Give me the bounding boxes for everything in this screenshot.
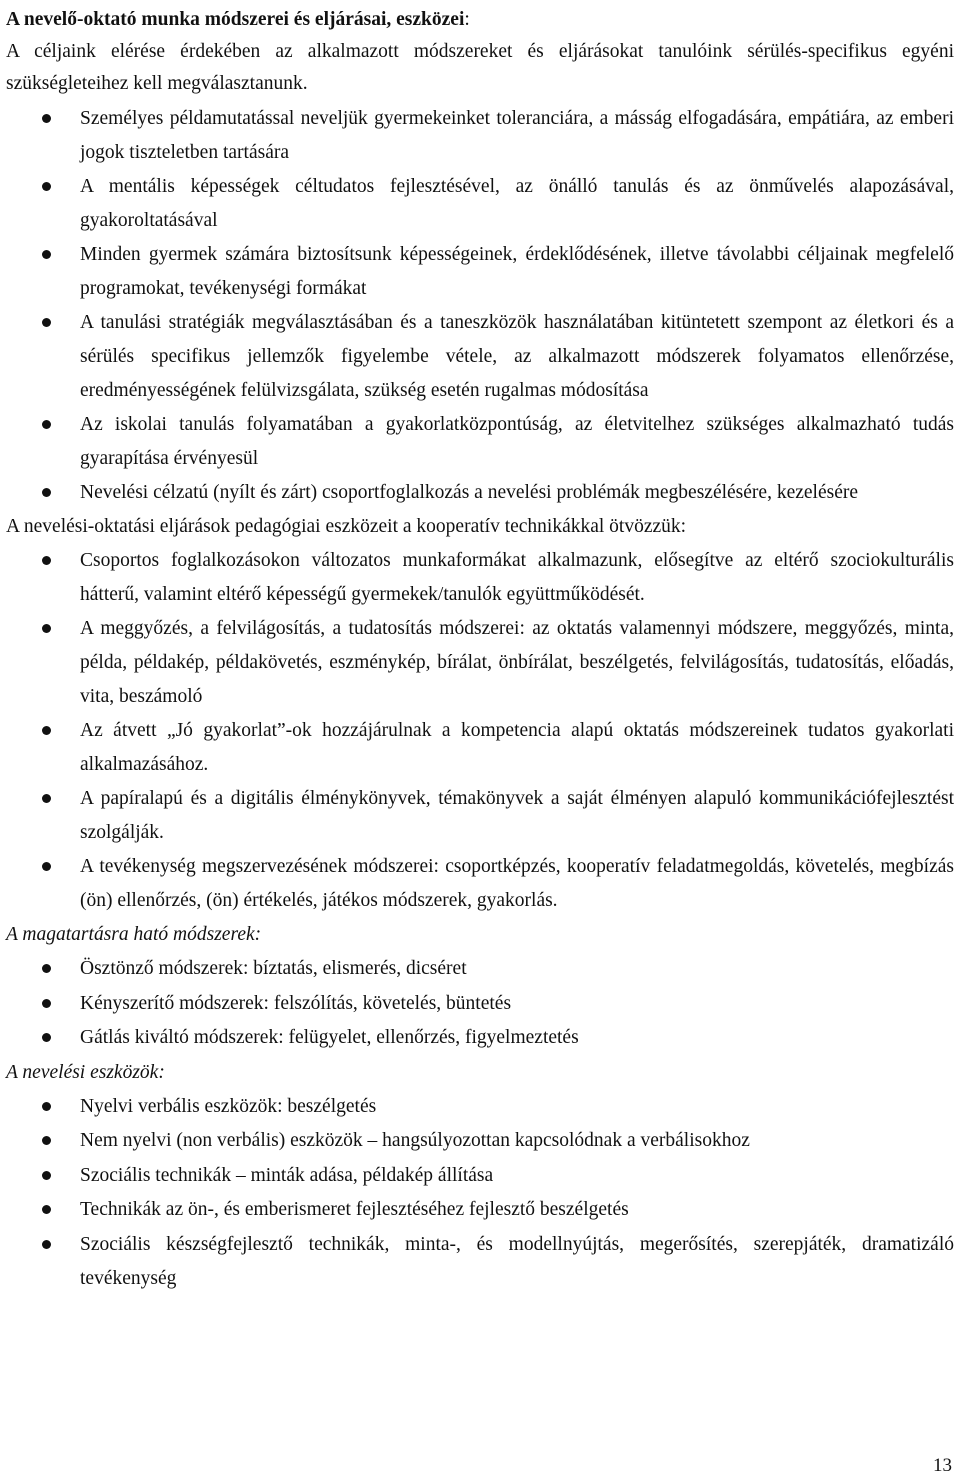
list-item-text: Gátlás kiváltó módszerek: felügyelet, ellenőrzés, figyelmeztetés xyxy=(80,1027,579,1048)
list-item xyxy=(6,1090,954,1125)
bullet-icon xyxy=(42,1033,51,1042)
bullet-icon xyxy=(42,624,51,633)
list-item xyxy=(6,1021,954,1056)
list-item-text: Minden gyermek számára biztosítsunk képességeinek, érdeklődésének, illetve távolabbi céljainak megfelelő programokat, tevékenységi formákat xyxy=(80,244,954,299)
document-heading xyxy=(6,4,954,36)
heading-title: A nevelő-oktató munka módszerei és eljárásai, eszközei xyxy=(6,9,465,30)
bullet-icon xyxy=(42,1240,51,1249)
bullet-icon xyxy=(42,794,51,803)
behavior-methods-heading: A magatartásra ható módszerek: xyxy=(6,924,262,945)
list-item-text: Csoportos foglalkozásokon változatos munkaformákat alkalmazunk, elősegítve az eltérő szociokulturális hátterű, valamint eltérő képességű gyermekek/tanulók együttműködését. xyxy=(80,550,954,605)
bullet-icon xyxy=(42,1102,51,1111)
list-item-text: Nyelvi verbális eszközök: beszélgetés xyxy=(80,1095,377,1117)
list-item xyxy=(6,1193,954,1228)
list-item xyxy=(6,782,954,850)
list-item-text: A tevékenység megszervezésének módszerei: csoportképzés, kooperatív feladatmegoldás, követelés, megbízás (ön) ellenőrzés, (ön) értékelés, játékos módszerek, gyakorlás. xyxy=(80,856,954,911)
list-item-text: Technikák az ön-, és emberismeret fejlesztéséhez fejlesztő beszélgetés xyxy=(80,1199,629,1220)
section2-intro: A nevelési-oktatási eljárások pedagógiai eszközeit a kooperatív technikákkal ötvözzük: xyxy=(6,516,687,537)
bullet-icon xyxy=(42,862,51,871)
cooperative-methods-list xyxy=(6,544,954,918)
page-number: 13 xyxy=(933,1455,952,1476)
bullet-icon xyxy=(42,182,51,191)
list-item xyxy=(6,987,954,1022)
list-item xyxy=(6,952,954,987)
goals-list xyxy=(6,102,954,510)
bullet-icon xyxy=(42,556,51,565)
educational-tools-list xyxy=(6,1090,954,1297)
list-item-text: Az iskolai tanulás folyamatában a gyakorlatközpontúság, az életvitelhez szükséges alkalmazható tudás gyarapítása érvényesül xyxy=(80,414,954,469)
list-item-text: A tanulási stratégiák megválasztásában és a taneszközök használatában kitüntetett szempont az életkori és a sérülés specifikus jellemzők figyelembe vétele, az alkalmazott módszerek folyamatos ellenőrzése, eredményességének felülvizsgálata, szükség esetén rugalmas módosítása xyxy=(80,312,954,401)
behavior-methods-list xyxy=(6,952,954,1056)
educational-tools-heading: A nevelési eszközök: xyxy=(6,1061,165,1083)
list-item-text: Nem nyelvi (non verbális) eszközök – hangsúlyozottan kapcsolódnak a verbálisokhoz xyxy=(80,1130,750,1151)
list-item-text: Az átvett „Jó gyakorlat”-ok hozzájárulnak a kompetencia alapú oktatás módszereinek tudatos gyakorlati alkalmazásához. xyxy=(80,720,954,775)
list-item xyxy=(6,408,954,476)
list-item-text: Személyes példamutatással neveljük gyermekeinket toleranciára, a másság elfogadására, empátiára, az emberi jogok tiszteletben tartására xyxy=(80,108,954,163)
list-item-text: A meggyőzés, a felvilágosítás, a tudatosítás módszerei: az oktatás valamennyi módszere, meggyőzés, minta, példa, példakép, példakövetés, eszménykép, bírálat, önbírálat, beszélgetés, felvilágosítás, tudatosítás, előadás, vita, beszámoló xyxy=(80,618,954,707)
list-item-text: Kényszerítő módszerek: felszólítás, követelés, büntetés xyxy=(80,992,512,1014)
list-item xyxy=(6,1159,954,1194)
bullet-icon xyxy=(42,420,51,429)
list-item xyxy=(6,102,954,170)
list-item-text: A mentális képességek céltudatos fejlesztésével, az önálló tanulás és az önművelés alapozásával, gyakoroltatásával xyxy=(80,176,954,231)
bullet-icon xyxy=(42,1205,51,1214)
list-item xyxy=(6,850,954,918)
bullet-icon xyxy=(42,114,51,123)
bullet-icon xyxy=(42,964,51,973)
list-item xyxy=(6,238,954,306)
heading-colon: : xyxy=(464,9,470,30)
list-item-text: Szociális technikák – minták adása, példakép állítása xyxy=(80,1164,494,1186)
document-body xyxy=(6,4,954,1297)
bullet-icon xyxy=(42,726,51,735)
bullet-icon xyxy=(42,1171,51,1180)
list-item-text: Nevelési célzatú (nyílt és zárt) csoportfoglalkozás a nevelési problémák megbeszélésére, kezelésére xyxy=(80,482,859,503)
list-item xyxy=(6,170,954,238)
bullet-icon xyxy=(42,1136,51,1145)
list-item xyxy=(6,1228,954,1297)
list-item xyxy=(6,1124,954,1159)
list-item-text: Szociális készségfejlesztő technikák, minta-, és modellnyújtás, megerősítés, szerepjáték, dramatizáló tevékenység xyxy=(80,1233,954,1289)
list-item xyxy=(6,612,954,714)
bullet-icon xyxy=(42,999,51,1008)
list-item xyxy=(6,714,954,782)
intro-paragraph: A céljaink elérése érdekében az alkalmazott módszereket és eljárásokat tanulóink sérülés-specifikus egyéni szükségleteihez kell megválasztanunk. xyxy=(6,41,954,94)
bullet-icon xyxy=(42,318,51,327)
list-item xyxy=(6,476,954,510)
bullet-icon xyxy=(42,488,51,497)
list-item-text: Ösztönző módszerek: bíztatás, elismerés, dicséret xyxy=(80,958,467,979)
list-item-text: A papíralapú és a digitális élménykönyvek, témakönyvek a saját élményen alapuló kommunikációfejlesztést szolgálják. xyxy=(80,788,954,843)
list-item xyxy=(6,544,954,612)
list-item xyxy=(6,306,954,408)
bullet-icon xyxy=(42,250,51,259)
